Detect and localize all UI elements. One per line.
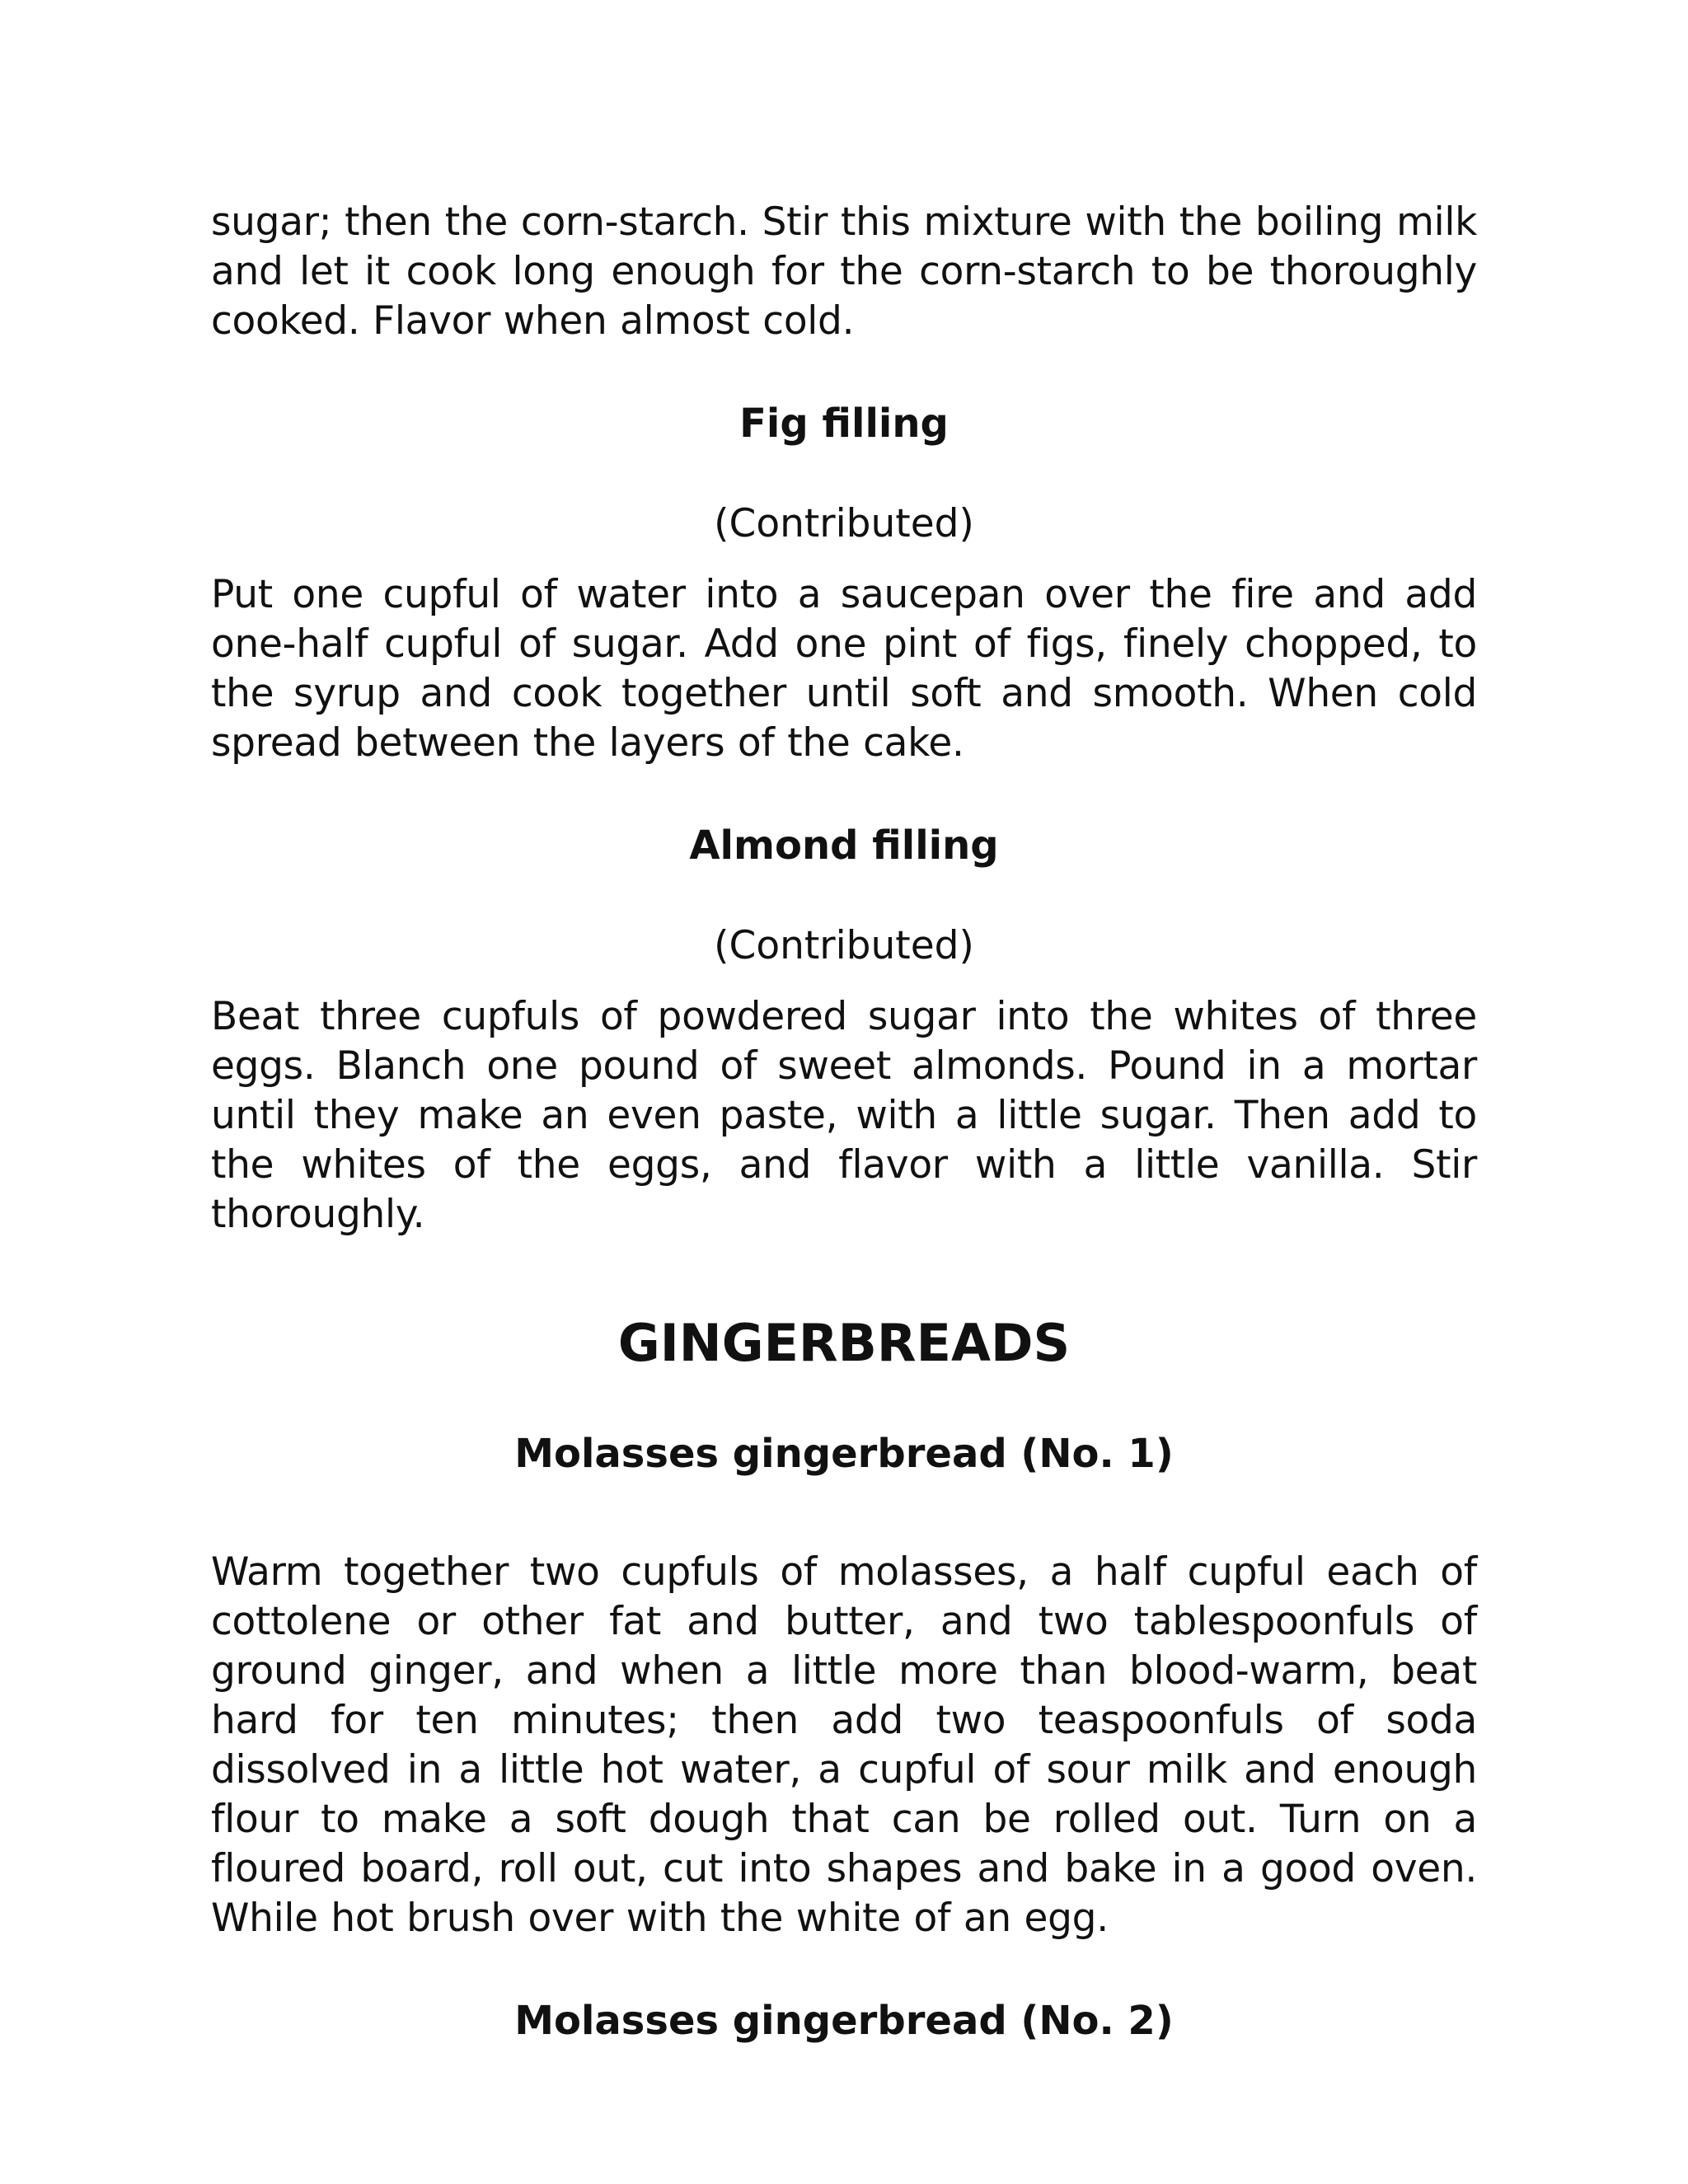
gingerbreads-section-heading: GINGERBREADS: [617, 1313, 1071, 1373]
fig-filling-contributed-note: (Contributed): [714, 501, 974, 546]
molasses-gingerbread-1-body: Warm together two cupfuls of molasses, a half cupful each of cottolene or other fat and butter, and two tablespoonfuls of ground ginger, and when a little more than blood-warm, beat hard for ten minutes; then add two teaspoonfuls of soda dissolved in a little hot water, a cupful of sour milk and enough flour to make a soft dough that can be rolled out. Turn on a floured board, roll out, cut into shapes and bake in a good oven. While hot brush over with the white of an egg.: [211, 1549, 1477, 1941]
fig-filling-body: Put one cupful of water into a saucepan over the fire and add one-half cupful of sugar. Add one pint of figs, finely chopped, to the syrup and cook together until soft and smooth. When cold spread between the layers of the cake.: [211, 572, 1477, 766]
fig-filling-heading: Fig filling: [739, 401, 949, 447]
almond-filling-heading: Almond filling: [689, 823, 999, 869]
molasses-gingerbread-2-heading: Molasses gingerbread (No. 2): [514, 1998, 1174, 2044]
almond-filling-body: Beat three cupfuls of powdered sugar into the whites of three eggs. Blanch one pound of sweet almonds. Pound in a mortar until they make an even paste, with a little sugar. Then add to the whites of the eggs, and flavor with a little vanilla. Stir thoroughly.: [211, 994, 1477, 1237]
intro-paragraph: sugar; then the corn-starch. Stir this mixture with the boiling milk and let it cook long enough for the corn-starch to be thoroughly cooked. Flavor when almost cold.: [211, 199, 1477, 344]
almond-filling-contributed-note: (Contributed): [714, 923, 974, 968]
document-page: [211, 198, 1477, 2046]
molasses-gingerbread-1-heading: Molasses gingerbread (No. 1): [514, 1431, 1174, 1477]
